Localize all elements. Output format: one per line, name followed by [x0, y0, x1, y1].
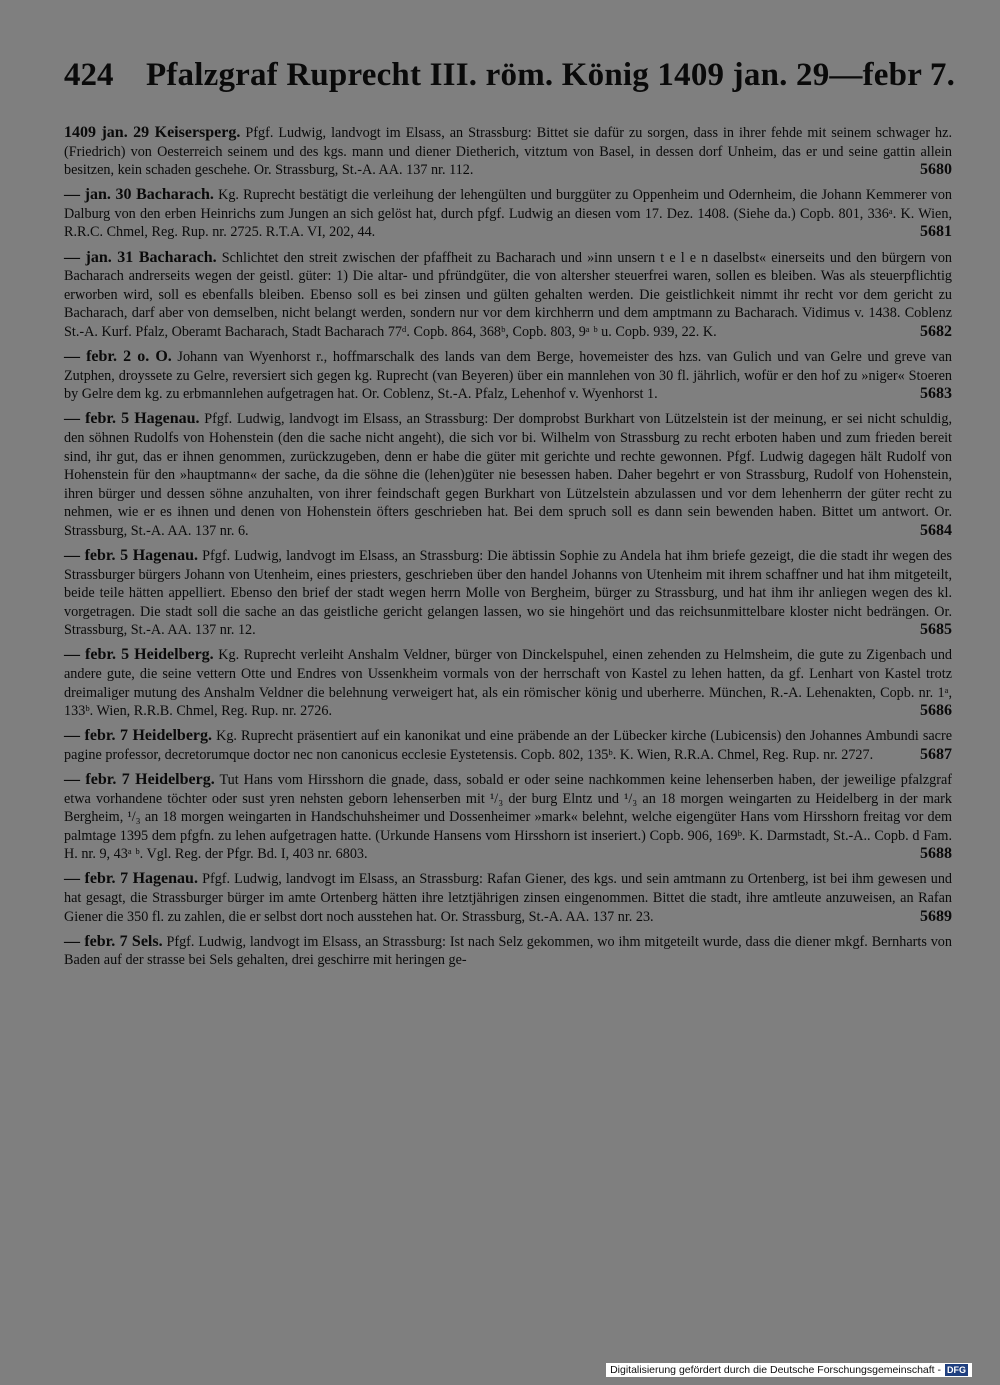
entry	[64, 933, 952, 970]
page-title: Pfalzgraf Ruprecht III. röm. König 1409 jan. 29—febr 7.	[146, 57, 956, 93]
entry-date: — febr. 7 Heidelberg.	[64, 771, 215, 788]
entry	[64, 771, 952, 864]
entry	[64, 547, 952, 640]
entry-number: 5687	[914, 746, 952, 765]
entry-date: — febr. 5 Heidelberg.	[64, 646, 214, 664]
entries-list	[64, 124, 952, 976]
entry-text: Pfgf. Ludwig, landvogt im Elsass, an Strassburg: Ist nach Selz gekommen, wo ihm mitgeteilt wurde, dass die diener mkgf. Bernharts von Baden auf der strasse bei Sels gehalten, drei geschirre mit heringen ge-	[64, 933, 952, 969]
dfg-logo-icon: DFG	[947, 1365, 966, 1375]
entry-text: Pfgf. Ludwig, landvogt im Elsass, an Strassburg: Die äbtissin Sophie zu Andela hat ihm briefe gezeigt, die die stadt ihr wegen des Strassburger bürgers Johann von Utenheim, eines priesters, geschrieben über den handel Johanns von Utenheim mit ihrem schaffner und hat ihm mitgeteilt, beide teile hätten appelliert. Ebenso den brief der stadt wegen herrn Molle von Bergheim, bürger zu Strassburg, und hat ihm ihr anliegen wegen des kl. vorgetragen. Die stadt soll die sache an das geistliche gericht gelangen lassen, wo sie hingehört und das reichsunmittelbare kloster nicht bedrängen. Or. Strassburg, St.-A. AA. 137 nr. 12.	[64, 547, 953, 639]
entry-number: 5688	[914, 845, 952, 864]
page-header	[64, 54, 956, 96]
entry-date: — febr. 5 Hagenau.	[64, 546, 199, 564]
entry-date: — febr. 5 Hagenau.	[64, 410, 200, 428]
entry-date: 1409 jan. 29 Keisersperg.	[64, 124, 241, 141]
entry-date: — febr. 7 Sels.	[64, 932, 163, 950]
entry-number: 5683	[914, 385, 952, 404]
entry-number: 5682	[914, 323, 952, 342]
entry-text: Kg. Ruprecht präsentiert auf ein kanonikat und eine präbende an der Lübecker kirche (Lubicensis) den Johannes Ambundi sacre pagine professor, decretorumque doctor nec non canonicus ecclesie Eystetensis. Copb. 802, 135ᵇ. K. Wien, R.R.A. Chmel, Reg. Rup. nr. 2727.	[64, 728, 952, 763]
entry-text: Johann van Wyenhorst r., hoffmarschalk des lands van dem Berge, hovemeister des hzs. van Gulich und van Gelre und greve van Zutphen, droyssete zu Gelre, reversiert sich gegen kg. Ruprecht (van Beyeren) über ein mannlehen von 30 fl. jährlich, wofür er den hof zu »niger« Stoeren by Gelre dem kg. zu erbmannlehen aufgetragen hat. Or. Coblenz, St.-A. Pfalz, Lehenhof v. Wyenhorst 1.	[64, 349, 953, 403]
entry-number: 5681	[914, 223, 952, 242]
entry-text: Pfgf. Ludwig, landvogt im Elsass, an Strassburg: Bittet sie dafür zu sorgen, dass in ihrer fehde mit seinem schwager hz. (Friedrich) von Oesterreich seinem und des kgs. mann und diener Dietherich, vitztum von Basel, in dessen dorf Unheim, das er und seine gattin allein besitzen, kein schaden geschehe. Or. Strassburg, St.-A. AA. 137 nr. 112.	[64, 125, 952, 179]
entry-text: Schlichtet den streit zwischen der pfaffheit zu Bacharach und »inn unsern t e l e n daselbst« einerseits und den bürgern von Bacharach andrerseits wegen der geistl. güter: 1) Die altar- und pfründgüter, die von altersher steuerfrei waren, sollen es bleiben. Was als steuerpflichtig erworben wird, soll es ebenfalls bleiben. Ebenso soll es bei zinsen und gülten gehalten werden. Die geistlichkeit nimmt ihr recht vor dem gericht zu Bacharach, darf aber von demselben, nicht belangt werden, sondern nur vor dem kirchherrn und dem amptmann zu Bacharach. Vidimus v. 1438. Coblenz St.-A. Kurf. Pfalz, Oberamt Bacharach, Stadt Bacharach 77ᵈ. Copb. 864, 368ᵇ, Copb. 803, 9ᵃ ᵇ u. Copb. 939, 22. K.	[64, 249, 953, 340]
entry	[64, 646, 952, 720]
entry-number: 5686	[914, 702, 952, 721]
entry	[64, 348, 952, 404]
entry-number: 5689	[914, 908, 952, 927]
entry	[64, 124, 952, 180]
entry-date: — febr. 7 Hagenau.	[64, 870, 198, 888]
entry	[64, 410, 952, 540]
entry	[64, 870, 952, 926]
footer-text: Digitalisierung gefördert durch die Deutsche Forschungsgemeinschaft -	[610, 1364, 941, 1376]
entry-text: Tut Hans vom Hirsshorn die gnade, dass, sobald er oder seine nachkommen keine lehenserben haben, der jeweilige pfalzgraf etwa vorhandene töchter oder sust yren nehsten geborn lehenserben mit ¹/₃ der burg Elntz und ¹/₃ an 18 morgen weingarten zu Heidelberg in der mark Bergheim, ¹/₃ an 18 morgen weingarten in Handschuhsheimer und Dossenheimer »mark« belehnt, welche eigengüter Hans vom Hirsshorn freitag vor dem palmtage 1395 dem pfgfn. zu lehen aufgetragen hatte. (Urkunde Hansens vom Hirsshorn ist inseriert.) Copb. 906, 169ᵇ. K. Darmstadt, St.-A.. Copb. d Fam. H. nr. 9, 43ᵃ ᵇ. Vgl. Reg. der Pfgr. Bd. I, 403 nr. 6803.	[64, 772, 953, 863]
entry	[64, 186, 952, 242]
entry-text: Pfgf. Ludwig, landvogt im Elsass, an Strassburg: Rafan Giener, des kgs. und sein amtmann zu Ortenberg, ist bei ihm gewesen und hat gesagt, die Strassburger bürger im amte Ortenberg hätten ihre letztjährigen zinsen eingenommen. Bittet die stadt, ihre amtleute anzuweisen, an Rafan Giener die 350 fl. zu zahlen, die er selbst dort noch ausstehen hat. Or. Strassburg, St.-A. AA. 137 nr. 23.	[64, 871, 953, 925]
page-number: 424	[64, 57, 114, 93]
entry-text: Kg. Ruprecht verleiht Anshalm Veldner, bürger von Dinckelspuhel, einen zehenden zu Helmsheim, die gute zu Zigenbach und andere gute, die seine vettern Otte und Endres von Ussenkheim vormals von der herrschaft von Kastel zu lehen hatten, da gf. Lenhart von Kastel trotz dreimaliger mutung des Anshalm Veldner die belehnung verweigert hat, als ein römischer könig und uberherre. München, R.-A. Lehenakten, Copb. nr. 1ᵃ, 133ᵇ. Wien, R.R.B. Chmel, Reg. Rup. nr. 2726.	[64, 647, 953, 720]
entry-number: 5684	[914, 522, 952, 541]
entry-date: — jan. 31 Bacharach.	[64, 248, 217, 266]
entry-date: — febr. 7 Heidelberg.	[64, 727, 213, 745]
entry-date: — febr. 2 o. O.	[64, 348, 172, 366]
entry-number: 5685	[914, 621, 952, 640]
entry-number: 5680	[914, 161, 952, 180]
entry-text: Kg. Ruprecht bestätigt die verleihung der lehengülten und burggüter zu Oppenheim und Odernheim, die Johann Kemmerer von Dalburg von den erben Heinrichs zum Jungen an sich gelöst hat, durch pfgf. Ludwig an diesen vom 17. Dez. 1408. (Siehe da.) Copb. 801, 336ᵃ. K. Wien, R.R.C. Chmel, Reg. Rup. nr. 2725. R.T.A. VI, 202, 44.	[64, 187, 953, 241]
entry	[64, 727, 952, 764]
funding-footer	[606, 1363, 972, 1377]
entry	[64, 249, 952, 342]
entry-date: — jan. 30 Bacharach.	[64, 186, 214, 204]
entry-text: Pfgf. Ludwig, landvogt im Elsass, an Strassburg: Der domprobst Burkhart von Lützelstein ist der meinung, er sei nicht schuldig, den söhnen Rudolfs von Hohenstein (den die sache nicht angeht), die sich vor bi. Wilhelm von Strassburg zu recht erboten haben und zum frieden bereit sind, ihr gut, das er ihnen genommen, zurückzugeben, denn er habe die güter mit gerichte und rechte gewonnen. Pfgf. Ludwig dagegen hält Rudolf von Hohenstein für den »hauptmann« der sache, da die söhne die (lehen)güter nie besessen haben. Daher begehrt er von Strassburg, Rudolf von Hohenstein, ihren bürger und dessen söhne anzuhalten, von ihrer feindschaft gegen Burkhart von Lützelstein abzulassen und vor dem lehenherrn der güter recht zu nehmen, wie er es ihnen und denen von Hohenstein öfters geschrieben hat. Bei dem spruch soll es dann sein bewenden haben. Bittet um antwort. Or. Strassburg, St.-A. AA. 137 nr. 6.	[64, 411, 953, 539]
